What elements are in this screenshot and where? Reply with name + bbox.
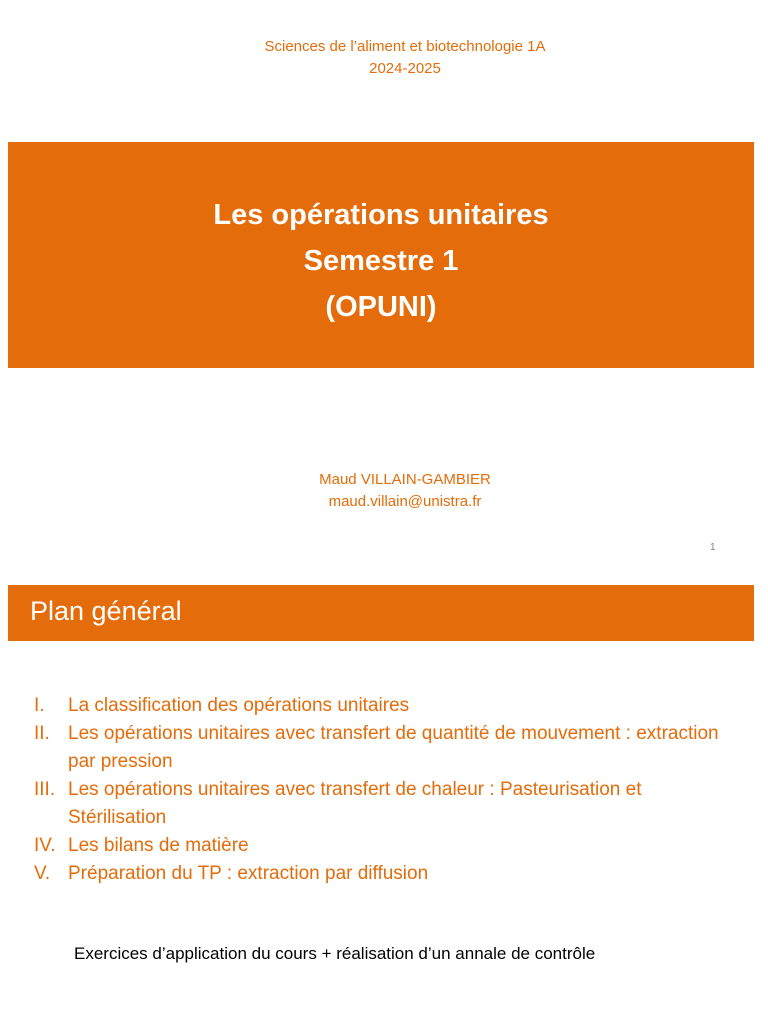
- list-item: [34, 692, 734, 720]
- author-name: Maud VILLAIN-GAMBIER: [319, 471, 491, 488]
- author-block: [0, 469, 768, 513]
- list-item-text: La classification des opérations unitaires: [68, 695, 410, 716]
- title-block: [8, 192, 754, 330]
- title-semester: Semestre 1: [303, 245, 459, 277]
- list-item-text: Les bilans de matière: [68, 835, 249, 856]
- course-header: [0, 36, 768, 80]
- author-email: maud.villain@unistra.fr: [328, 493, 482, 510]
- list-item-number: III.: [34, 779, 56, 800]
- list-item-number: V.: [34, 863, 51, 884]
- list-item: [34, 860, 734, 888]
- list-item: [34, 776, 734, 832]
- list-item-number: IV.: [34, 835, 56, 856]
- plan-title: Plan général: [30, 596, 182, 626]
- academic-year: 2024-2025: [369, 60, 441, 77]
- course-name: Sciences de l’aliment et biotechnologie 1A: [264, 38, 546, 55]
- title-acronym: (OPUNI): [325, 291, 437, 323]
- title-main: Les opérations unitaires: [213, 199, 549, 231]
- list-item: [34, 832, 734, 860]
- list-item: [34, 720, 734, 776]
- list-item-text: Les opérations unitaires avec transfert de chaleur : Pasteurisation et Stérilisation: [68, 779, 642, 828]
- plan-list: [34, 692, 734, 888]
- list-item-number: II.: [34, 723, 50, 744]
- list-item-text: Les opérations unitaires avec transfert de quantité de mouvement : extraction par pression: [68, 723, 719, 772]
- page-number: 1: [710, 542, 716, 553]
- list-item-text: Préparation du TP : extraction par diffusion: [68, 863, 429, 884]
- footer-note: Exercices d’application du cours + réalisation d’un annale de contrôle: [74, 944, 596, 963]
- list-item-number: I.: [34, 695, 45, 716]
